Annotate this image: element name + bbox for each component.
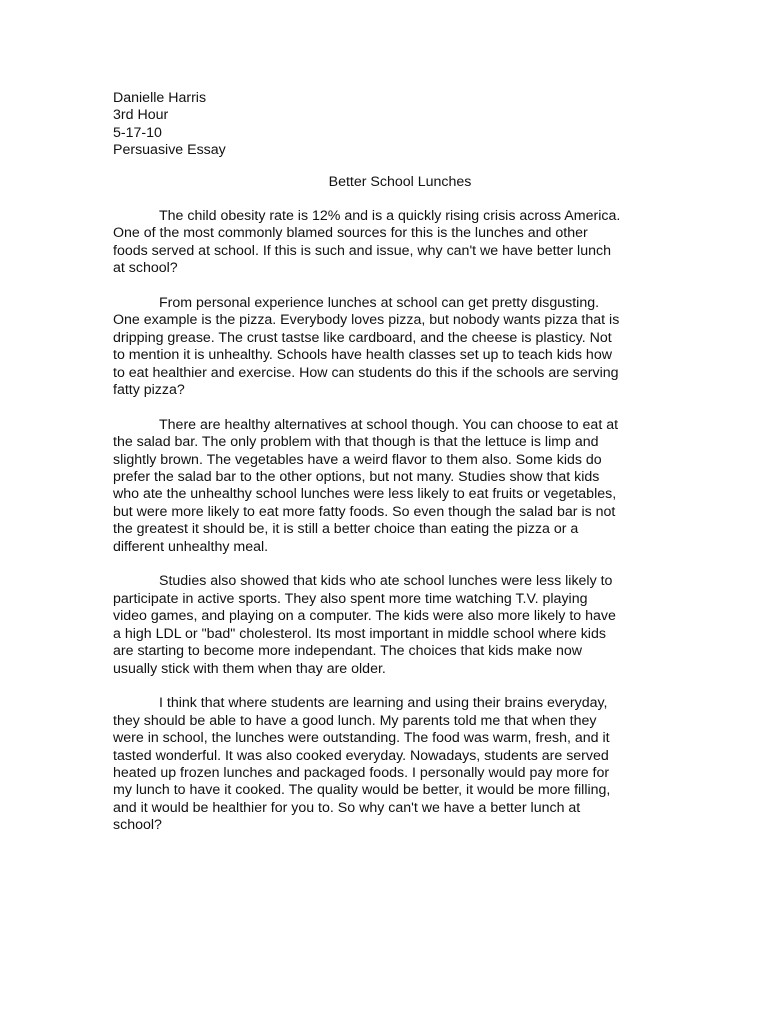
- essay-body: [113, 208, 655, 852]
- paragraph: There are healthy alternatives at school though. You can choose to eat at the salad bar. The only problem with that though is that the lettuce is limp and slightly brown. The vegetables have a weird flavor to them also. Some kids do prefer the salad bar to the other options, but not many. Studies show that kids who ate the unhealthy school lunches were less likely to eat fruits or vegetables, but were more likely to eat more fatty foods. So even though the salad bar is not the greatest it should be, it is still a better choice than eating the pizza or a different unhealthy meal.: [113, 416, 619, 555]
- class-hour: 3rd Hour: [113, 107, 169, 124]
- header-block: [113, 90, 226, 160]
- essay-type: Persuasive Essay: [113, 142, 226, 159]
- author-name: Danielle Harris: [113, 90, 207, 106]
- paragraph: The child obesity rate is 12% and is a quickly rising crisis across America. One of the most commonly blamed sources for this is the lunches and other foods served at school. If this is such and issue, why can't we have better lunch at school?: [113, 208, 621, 277]
- essay-title: Better School Lunches: [328, 174, 472, 190]
- paragraph: I think that where students are learning and using their brains everyday, they should be able to have a good lunch. My parents told me that when they were in school, the lunches were outstanding. The food was warm, fresh, and it tasted wonderful. It was also cooked everyday. Nowadays, students are served heated up frozen lunches and packaged foods. I personally would pay more for my lunch to have it cooked. The quality would be better, it would be more filling, and it would be healthier for you to. So why can't we have a better lunch at school?: [113, 695, 611, 834]
- essay-date: 5-17-10: [113, 124, 162, 141]
- paragraph: From personal experience lunches at school can get pretty disgusting. One example is the pizza. Everybody loves pizza, but nobody wants pizza that is dripping grease. The crust tastse like cardboard, and the cheese is plasticy. Not to mention it is unhealthy. Schools have health classes set up to teach kids how to eat healthier and exercise. How can students do this if the schools are serving fatty pizza?: [113, 295, 620, 399]
- paragraph: Studies also showed that kids who ate school lunches were less likely to participate in active sports. They also spent more time watching T.V. playing video games, and playing on a computer. The kids were also more likely to have a high LDL or "bad" cholesterol. Its most important in middle school where kids are starting to become more independant. The choices that kids make now usually stick with them when thay are older.: [113, 573, 616, 677]
